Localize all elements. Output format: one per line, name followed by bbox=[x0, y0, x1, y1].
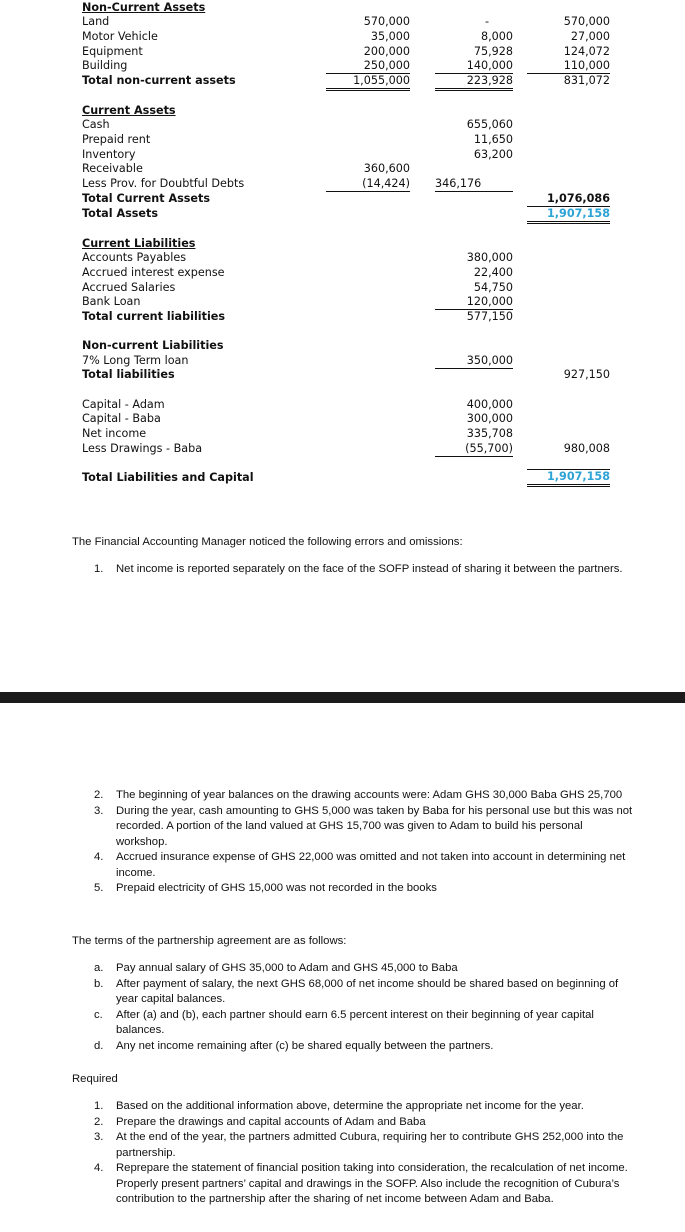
current-liabilities-heading: Current Liabilities bbox=[82, 237, 196, 250]
non-current-assets-heading: Non-Current Assets bbox=[82, 1, 206, 14]
receivable-label: Receivable bbox=[82, 162, 143, 175]
row-land-label: Land bbox=[82, 15, 110, 28]
list-text: Pay annual salary of GHS 35,000 to Adam and GHS 45,000 to Baba bbox=[116, 962, 458, 974]
equipment-cost: 200,000 bbox=[363, 45, 410, 58]
total-non-current-depreciation: 223,928 bbox=[435, 74, 513, 91]
accounts-payables-value: 380,000 bbox=[466, 251, 513, 264]
list-item bbox=[94, 1039, 636, 1055]
total-current-assets-label: Total Current Assets bbox=[82, 192, 211, 205]
accrued-salaries-value: 54,750 bbox=[473, 281, 513, 294]
total-liabilities-capital-label: Total Liabilities and Capital bbox=[82, 471, 254, 484]
bank-loan-value: 120,000 bbox=[435, 295, 513, 310]
total-current-assets-value: 1,076,086 bbox=[527, 192, 610, 207]
list-marker: 1. bbox=[94, 563, 104, 575]
list-item bbox=[94, 961, 636, 977]
total-liabilities-value: 927,150 bbox=[563, 368, 610, 381]
terms-list bbox=[94, 961, 636, 1054]
total-current-liabilities-value: 577,150 bbox=[466, 310, 513, 323]
cash-value: 655,060 bbox=[466, 118, 513, 131]
list-item bbox=[94, 562, 636, 578]
list-text: Prepare the drawings and capital accounts of Adam and Baba bbox=[116, 1115, 426, 1128]
total-assets-label: Total Assets bbox=[82, 207, 159, 220]
row-motor-vehicle-label: Motor Vehicle bbox=[82, 30, 158, 43]
net-income-value: 335,708 bbox=[466, 427, 513, 440]
land-cost: 570,000 bbox=[363, 15, 410, 28]
row-equipment-label: Equipment bbox=[82, 45, 143, 58]
required-list bbox=[94, 1099, 636, 1208]
net-income-label: Net income bbox=[82, 427, 147, 440]
building-cost: 250,000 bbox=[326, 59, 410, 74]
total-non-current-nbv: 831,072 bbox=[563, 74, 610, 87]
less-drawings-label: Less Drawings - Baba bbox=[82, 442, 203, 455]
total-non-current-assets-label: Total non-current assets bbox=[82, 74, 236, 87]
list-item bbox=[94, 1115, 636, 1131]
list-item bbox=[94, 804, 636, 851]
accounts-payables-label: Accounts Payables bbox=[82, 251, 187, 264]
land-depreciation: - bbox=[484, 15, 489, 28]
terms-heading: The terms of the partnership agreement are as follows: bbox=[72, 935, 347, 947]
list-marker: a. bbox=[94, 962, 104, 974]
motor-vehicle-nbv: 27,000 bbox=[570, 30, 610, 43]
capital-baba-label: Capital - Baba bbox=[82, 412, 161, 425]
list-text: After (a) and (b), each partner should earn 6.5 percent interest on their beginning of year capital balances. bbox=[116, 1008, 594, 1036]
list-item bbox=[94, 788, 636, 804]
capital-baba-value: 300,000 bbox=[466, 412, 513, 425]
total-liabilities-label: Total liabilities bbox=[82, 368, 175, 381]
list-text: Reprepare the statement of financial position taking into consideration, the recalculation of net income. Properly present partners’ capital and drawings in the SOFP. Also include the recognition of Cubura’s contribution to the partnership after the sharing of net income between Adam and Baba. bbox=[116, 1162, 628, 1205]
total-liabilities-capital-value: 1,907,158 bbox=[527, 469, 610, 487]
list-item bbox=[94, 1008, 636, 1039]
list-marker: 4. bbox=[94, 1162, 104, 1174]
list-marker: d. bbox=[94, 1039, 104, 1052]
less-prov-value: (14,424) bbox=[326, 177, 410, 192]
accrued-interest-label: Accrued interest expense bbox=[82, 266, 225, 279]
list-item bbox=[94, 1161, 636, 1208]
less-prov-label: Less Prov. for Doubtful Debts bbox=[82, 177, 245, 190]
list-text: Any net income remaining after (c) be shared equally between the partners. bbox=[116, 1039, 494, 1052]
building-nbv: 110,000 bbox=[527, 59, 610, 74]
list-text: Net income is reported separately on the face of the SOFP instead of sharing it between the partners. bbox=[116, 563, 623, 575]
cash-label: Cash bbox=[82, 118, 110, 131]
prepaid-rent-label: Prepaid rent bbox=[82, 133, 151, 146]
list-marker: 2. bbox=[94, 1115, 104, 1128]
required-heading: Required bbox=[72, 1073, 118, 1085]
list-item bbox=[94, 1099, 636, 1115]
total-current-liabilities-label: Total current liabilities bbox=[82, 310, 226, 323]
capital-total-value: 980,008 bbox=[563, 442, 610, 455]
motor-vehicle-depreciation: 8,000 bbox=[480, 30, 513, 43]
list-item bbox=[94, 1130, 636, 1161]
total-assets-value: 1,907,158 bbox=[527, 207, 610, 224]
list-text: The beginning of year balances on the drawing accounts were: Adam GHS 30,000 Baba GHS 25,700 bbox=[116, 789, 623, 801]
capital-adam-label: Capital - Adam bbox=[82, 398, 165, 411]
accrued-interest-value: 22,400 bbox=[473, 266, 513, 279]
current-assets-heading: Current Assets bbox=[82, 104, 176, 117]
list-marker: 4. bbox=[94, 851, 104, 863]
list-text: Based on the additional information above, determine the appropriate net income for the year. bbox=[116, 1100, 584, 1112]
motor-vehicle-cost: 35,000 bbox=[370, 30, 410, 43]
list-text: During the year, cash amounting to GHS 5,000 was taken by Baba for his personal use but this was not recorded. A portion of the land valued at GHS 15,700 was given to Adam to build his personal workshop. bbox=[116, 804, 633, 848]
list-marker: 5. bbox=[94, 882, 104, 894]
list-text: At the end of the year, the partners admitted Cubura, requiring her to contribute GHS 252,000 into the partnership. bbox=[116, 1131, 624, 1159]
capital-adam-value: 400,000 bbox=[466, 398, 513, 411]
receivable-value: 360,600 bbox=[363, 162, 410, 175]
list-marker: 3. bbox=[94, 1131, 104, 1143]
list-item bbox=[94, 850, 636, 881]
non-current-liabilities-heading: Non-current Liabilities bbox=[82, 339, 224, 352]
equipment-depreciation: 75,928 bbox=[473, 45, 513, 58]
list-marker: 3. bbox=[94, 804, 104, 817]
list-marker: 2. bbox=[94, 789, 104, 801]
errors-intro: The Financial Accounting Manager noticed the following errors and omissions: bbox=[72, 536, 463, 548]
total-non-current-cost: 1,055,000 bbox=[326, 74, 410, 91]
inventory-value: 63,200 bbox=[473, 148, 513, 161]
list-text: After payment of salary, the next GHS 68,000 of net income should be shared based on beginning of year capital balances. bbox=[116, 977, 619, 1005]
list-text: Accrued insurance expense of GHS 22,000 was omitted and not taken into account in determining net income. bbox=[116, 851, 626, 879]
long-term-loan-label: 7% Long Term loan bbox=[82, 354, 189, 367]
prepaid-rent-value: 11,650 bbox=[473, 133, 513, 146]
equipment-nbv: 124,072 bbox=[563, 45, 610, 58]
list-marker: c. bbox=[94, 1008, 103, 1021]
list-item bbox=[94, 881, 636, 897]
list-marker: 1. bbox=[94, 1100, 104, 1112]
bank-loan-label: Bank Loan bbox=[82, 295, 141, 308]
row-building-label: Building bbox=[82, 59, 128, 72]
building-depreciation: 140,000 bbox=[435, 59, 513, 74]
accrued-salaries-label: Accrued Salaries bbox=[82, 281, 176, 294]
list-marker: b. bbox=[94, 977, 104, 990]
page-divider bbox=[0, 692, 685, 703]
inventory-label: Inventory bbox=[82, 148, 136, 161]
list-item bbox=[94, 977, 636, 1008]
errors-list-page1 bbox=[94, 562, 636, 578]
receivable-net-value: 346,176 bbox=[435, 177, 513, 192]
land-nbv: 570,000 bbox=[563, 15, 610, 28]
sofp-table bbox=[0, 0, 685, 500]
long-term-loan-value: 350,000 bbox=[435, 354, 513, 369]
list-text: Prepaid electricity of GHS 15,000 was not recorded in the books bbox=[116, 882, 437, 894]
errors-list-page2 bbox=[94, 788, 636, 897]
less-drawings-value: (55,700) bbox=[435, 442, 513, 457]
